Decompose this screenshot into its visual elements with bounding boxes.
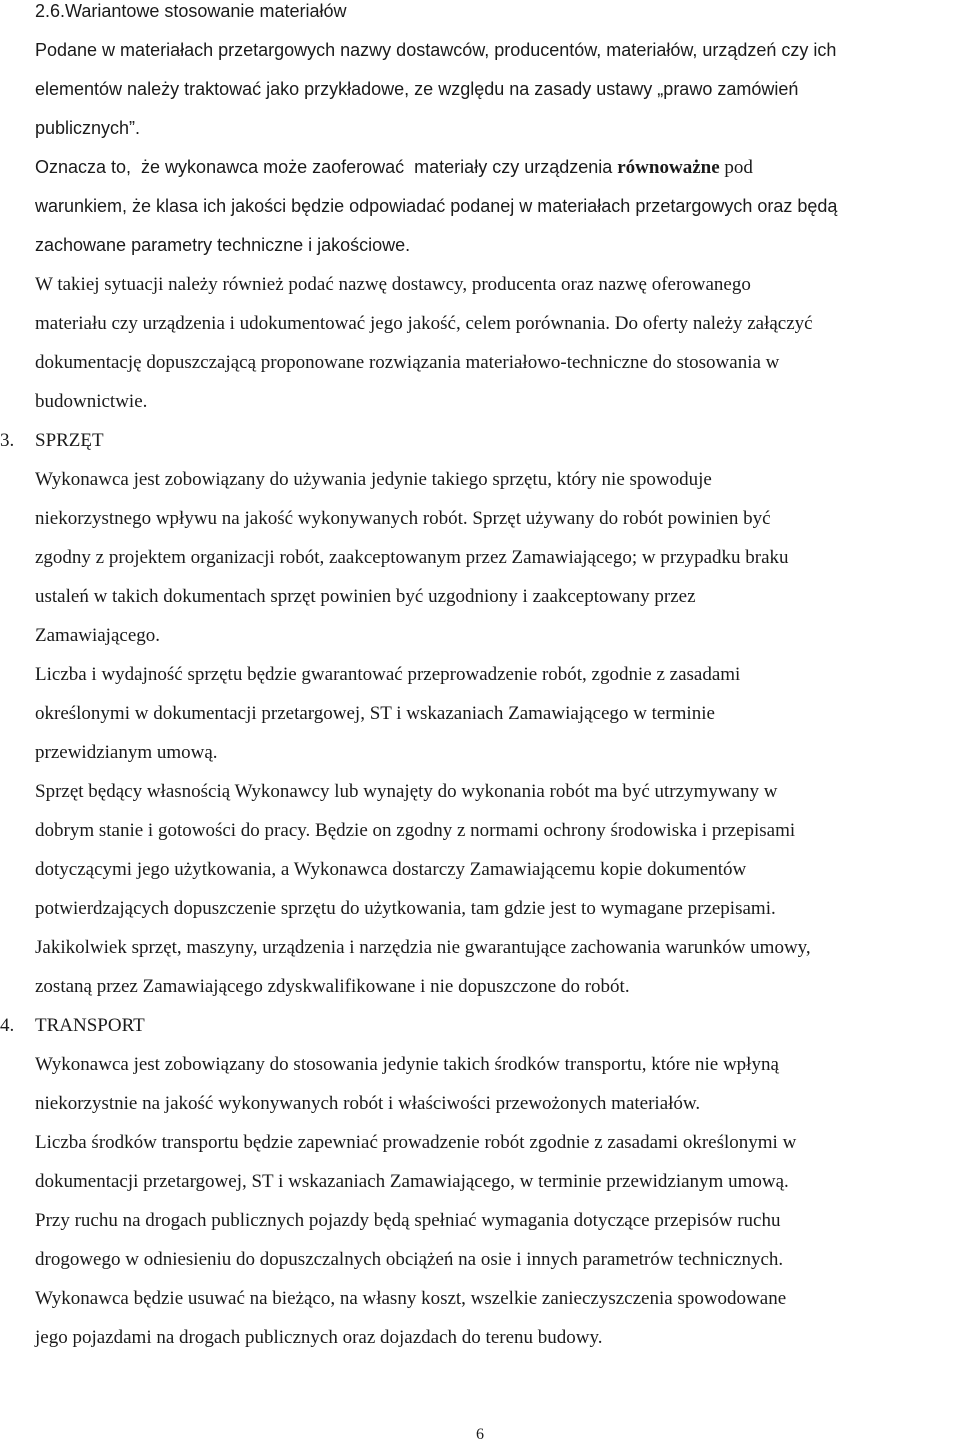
text-line: dobrym stanie i gotowości do pracy. Będzie on zgodny z normami ochrony środowiska i przepisami: [35, 820, 796, 841]
text-line: Sprzęt będący własnością Wykonawcy lub wynajęty do wykonania robót ma być utrzymywany w: [35, 781, 778, 802]
text-line: publicznych”.: [35, 118, 141, 138]
text-line: określonymi w dokumentacji przetargowej, ST i wskazaniach Zamawiającego w terminie: [35, 703, 715, 724]
text-segment: Oznacza to, że wykonawca może zaoferować materiały czy urządzenia: [35, 157, 618, 177]
text-line: Podane w materiałach przetargowych nazwy dostawców, producentów, materiałów, urządzeń czy ich: [35, 40, 837, 60]
text-line-mixed: [35, 148, 753, 187]
text-line: niekorzystnie na jakość wykonywanych robót i właściwości przewożonych materiałów.: [35, 1093, 701, 1114]
text-line: elementów należy traktować jako przykładowe, ze względu na zasady ustawy „prawo zamówień: [35, 79, 799, 99]
text-line: warunkiem, że klasa ich jakości będzie odpowiadać podanej w materiałach przetargowych oraz będą: [35, 196, 838, 216]
text-line: dokumentację dopuszczającą proponowane rozwiązania materiałowo-techniczne do stosowania w: [35, 352, 780, 373]
section-3-number: 3.: [0, 430, 15, 451]
text-line: niekorzystnego wpływu na jakość wykonywanych robót. Sprzęt używany do robót powinien być: [35, 508, 771, 529]
text-line: budownictwie.: [35, 391, 148, 412]
text-line: zostaną przez Zamawiającego zdyskwalifikowane i nie dopuszczone do robót.: [35, 976, 630, 997]
text-line: zachowane parametry techniczne i jakościowe.: [35, 235, 411, 255]
text-line: zgodny z projektem organizacji robót, zaakceptowanym przez Zamawiającego; w przypadku braku: [35, 547, 789, 568]
text-line: materiału czy urządzenia i udokumentować jego jakość, celem porównania. Do oferty należy załączyć: [35, 313, 813, 334]
text-line: potwierdzających dopuszczenie sprzętu do użytkowania, tam gdzie jest to wymagane przepisami.: [35, 898, 776, 919]
section-3-title: SPRZĘT: [35, 430, 104, 451]
text-line: dotyczącymi jego użytkowania, a Wykonawca dostarczy Zamawiającemu kopie dokumentów: [35, 859, 747, 880]
text-line: Liczba środków transportu będzie zapewniać prowadzenie robót zgodnie z zasadami określonymi w: [35, 1132, 797, 1153]
section-2-6-title: 2.6.Wariantowe stosowanie materiałów: [35, 1, 347, 21]
text-segment: pod: [719, 157, 753, 178]
text-line: W takiej sytuacji należy również podać nazwę dostawcy, producenta oraz nazwę oferowanego: [35, 274, 751, 295]
text-line: Zamawiającego.: [35, 625, 161, 646]
text-line: Wykonawca jest zobowiązany do używania jedynie takiego sprzętu, który nie spowoduje: [35, 469, 712, 490]
text-line: ustaleń w takich dokumentach sprzęt powinien być uzgodniony i zaakceptowany przez: [35, 586, 696, 607]
text-line: dokumentacji przetargowej, ST i wskazaniach Zamawiającego, w terminie przewidzianym umową.: [35, 1171, 789, 1192]
text-line: Jakikolwiek sprzęt, maszyny, urządzenia i narzędzia nie gwarantujące zachowania warunków umowy,: [35, 937, 811, 958]
text-line: Liczba i wydajność sprzętu będzie gwarantować przeprowadzenie robót, zgodnie z zasadami: [35, 664, 741, 685]
page-number: 6: [476, 1426, 484, 1443]
section-4-number: 4.: [0, 1015, 15, 1036]
section-4-title: TRANSPORT: [35, 1015, 145, 1036]
text-line: Wykonawca będzie usuwać na bieżąco, na własny koszt, wszelkie zanieczyszczenia spowodowane: [35, 1288, 787, 1309]
text-line: przewidzianym umową.: [35, 742, 218, 763]
text-line: jego pojazdami na drogach publicznych oraz dojazdach do terenu budowy.: [35, 1327, 603, 1348]
text-line: Wykonawca jest zobowiązany do stosowania jedynie takich środków transportu, które nie wpłyną: [35, 1054, 779, 1075]
text-line: drogowego w odniesieniu do dopuszczalnych obciążeń na osie i innych parametrów technicznych.: [35, 1249, 784, 1270]
bold-term: równoważne: [617, 157, 720, 178]
text-line: Przy ruchu na drogach publicznych pojazdy będą spełniać wymagania dotyczące przepisów ruchu: [35, 1210, 781, 1231]
